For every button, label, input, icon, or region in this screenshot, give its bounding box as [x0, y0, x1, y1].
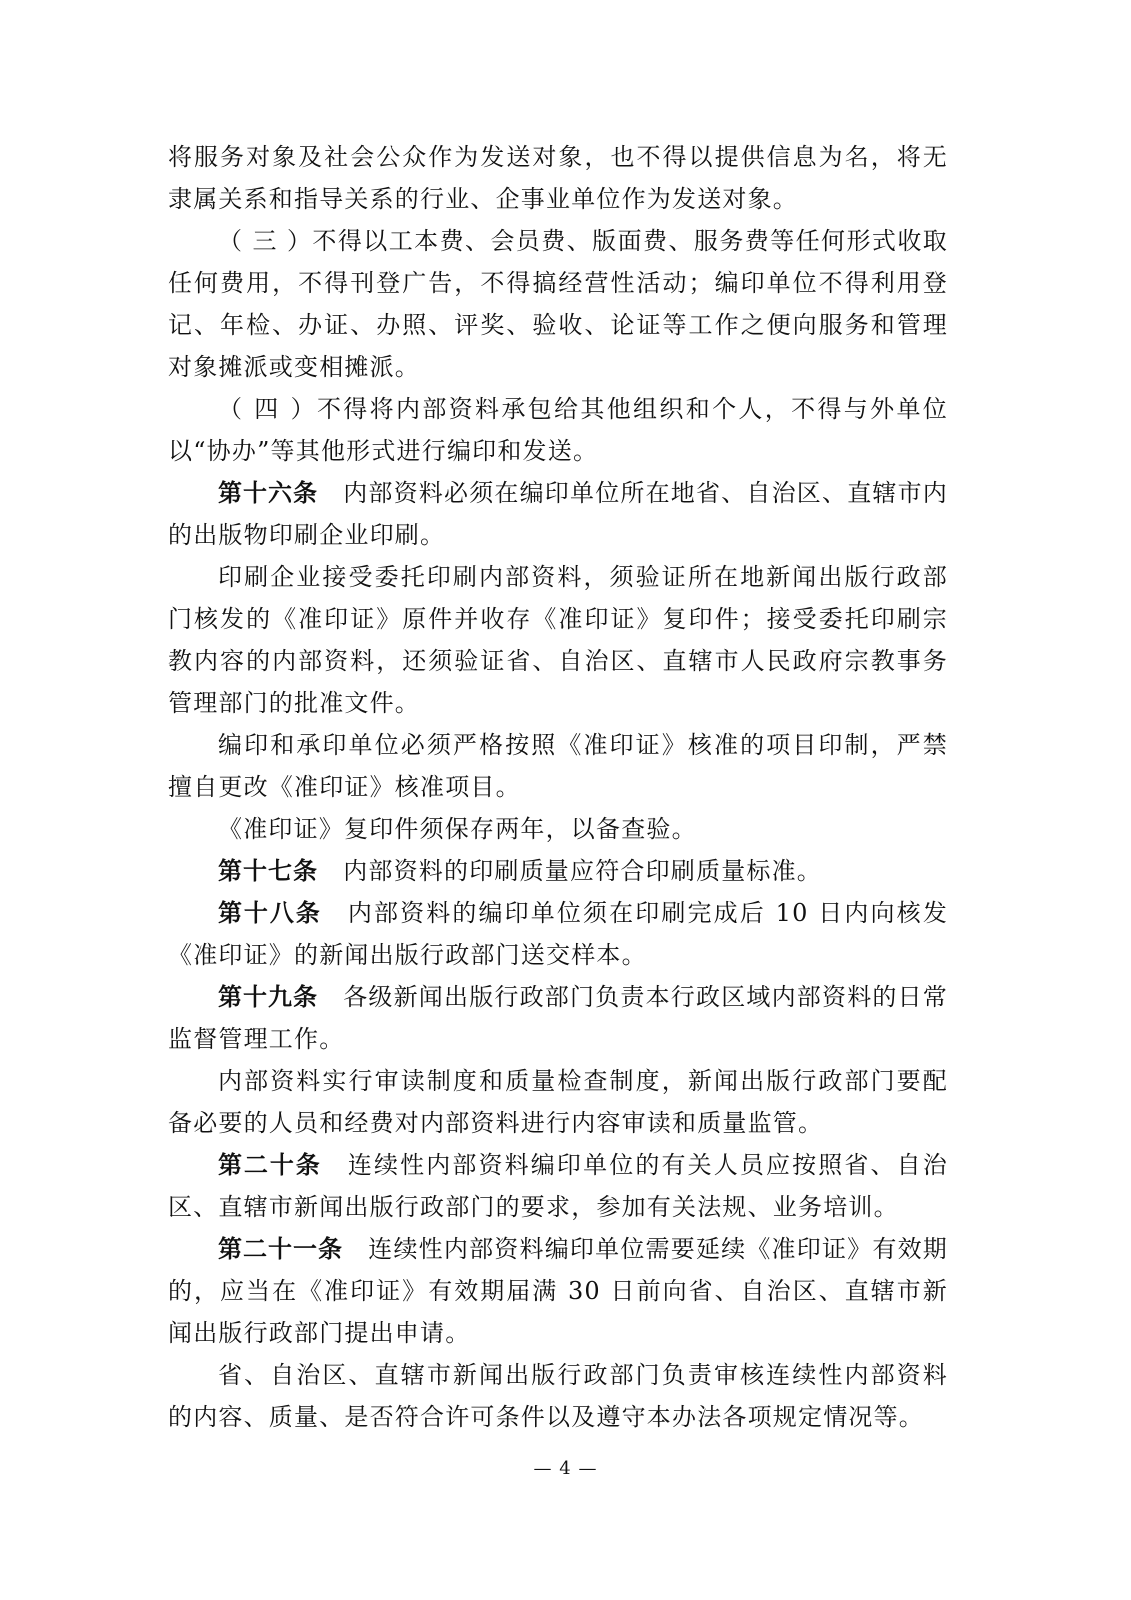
- paragraph: [168, 808, 948, 850]
- paragraph: [168, 220, 948, 388]
- article-label: 第十九条: [218, 982, 318, 1011]
- article-21: [168, 1228, 948, 1354]
- paragraph: [168, 388, 948, 472]
- paragraph: [168, 136, 948, 220]
- paragraph-text: 内部资料必须在编印单位所在地省、自治区、直辖市内的出版物印刷企业印刷。: [168, 479, 949, 549]
- paragraph-text: 连续性内部资料编印单位需要延续《准印证》有效期的，应当在《准印证》有效期届满 30 日前向省、自治区、直辖市新闻出版行政部门提出申请。: [168, 1235, 949, 1347]
- article-20: [168, 1144, 948, 1228]
- article-16: [168, 472, 948, 556]
- paragraph-text: （ 三 ）不得以工本费、会员费、版面费、服务费等任何形式收取任何费用，不得刊登广告，不得搞经营性活动；编印单位不得利用登记、年检、办证、办照、评奖、验收、论证等工作之便向服务和管理对象摊派或变相摊派。: [168, 227, 948, 381]
- paragraph-text: 省、自治区、直辖市新闻出版行政部门负责审核连续性内部资料的内容、质量、是否符合许可条件以及遵守本办法各项规定情况等。: [168, 1361, 948, 1431]
- document-body: [168, 136, 948, 1438]
- article-label: 第十八条: [218, 898, 322, 927]
- paragraph-text: （ 四 ）不得将内部资料承包给其他组织和个人，不得与外单位以“协办”等其他形式进行编印和发送。: [168, 395, 948, 465]
- paragraph-text: 内部资料的印刷质量应符合印刷质量标准。: [343, 857, 823, 885]
- paragraph-text: 《准印证》复印件须保存两年，以备查验。: [218, 815, 697, 843]
- article-label: 第十七条: [218, 856, 318, 885]
- paragraph-text: 内部资料实行审读制度和质量检查制度，新闻出版行政部门要配备必要的人员和经费对内部资料进行内容审读和质量监管。: [168, 1067, 948, 1137]
- paragraph-text: 编印和承印单位必须严格按照《准印证》核准的项目印制，严禁擅自更改《准印证》核准项目。: [168, 731, 948, 801]
- paragraph: [168, 556, 948, 724]
- page-number: — 4 —: [533, 1458, 598, 1479]
- paragraph: [168, 1354, 948, 1438]
- paragraph-text: 连续性内部资料编印单位的有关人员应按照省、自治区、直辖市新闻出版行政部门的要求，参加有关法规、业务培训。: [168, 1151, 948, 1221]
- article-label: 第十六条: [218, 478, 318, 507]
- article-label: 第二十一条: [218, 1234, 344, 1263]
- article-19: [168, 976, 948, 1060]
- paragraph-text: 印刷企业接受委托印刷内部资料，须验证所在地新闻出版行政部门核发的《准印证》原件并收存《准印证》复印件；接受委托印刷宗教内容的内部资料，还须验证省、自治区、直辖市人民政府宗教事务管理部门的批准文件。: [168, 563, 948, 717]
- paragraph: [168, 724, 948, 808]
- paragraph-text: 内部资料的编印单位须在印刷完成后 10 日内向核发《准印证》的新闻出版行政部门送交样本。: [168, 899, 949, 969]
- paragraph-text: 各级新闻出版行政部门负责本行政区域内部资料的日常监督管理工作。: [168, 983, 949, 1053]
- article-17: [168, 850, 948, 892]
- article-label: 第二十条: [218, 1150, 322, 1179]
- paragraph: [168, 1060, 948, 1144]
- paragraph-text: 将服务对象及社会公众作为发送对象，也不得以提供信息为名，将无隶属关系和指导关系的行业、企事业单位作为发送对象。: [168, 143, 948, 213]
- article-18: [168, 892, 948, 976]
